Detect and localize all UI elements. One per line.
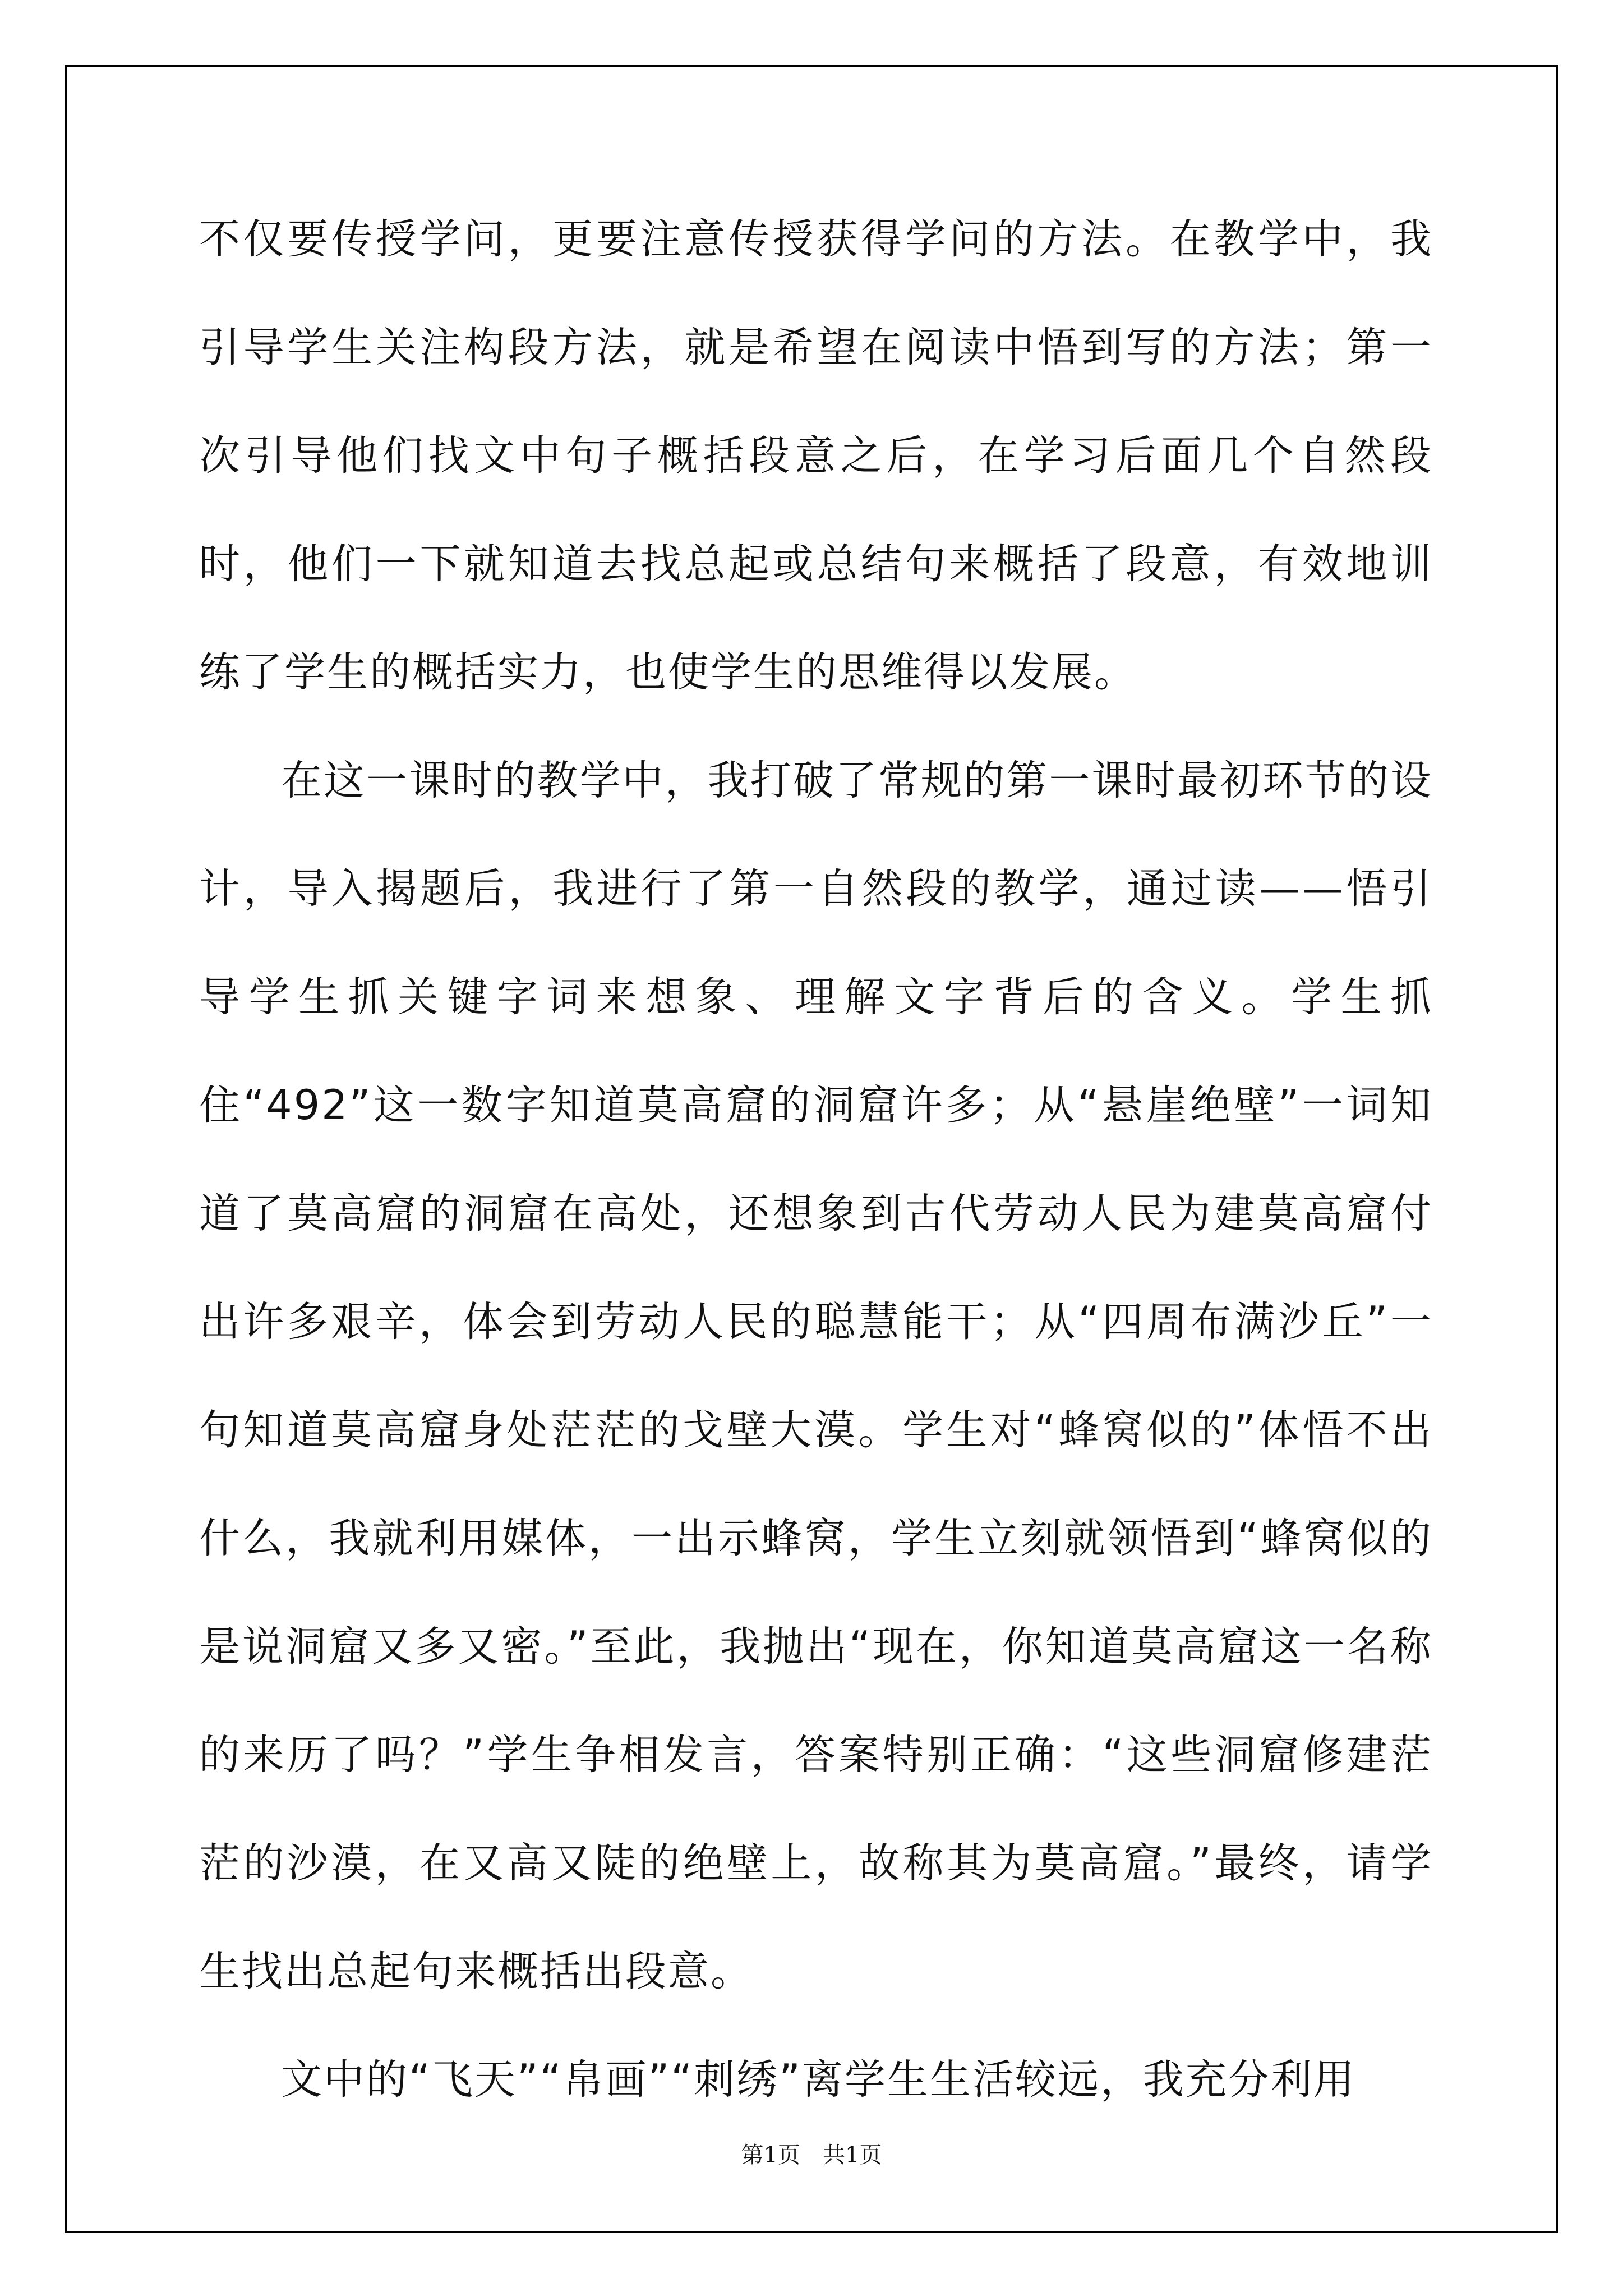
paragraph-1: 不仅要传授学问，更要注意传授获得学问的方法。在教学中，我引导学生关注构段方法，就是希望在阅读中悟到写的方法；第一次引导他们找文中句子概括段意之后，在学习后面几个自然段时，他们一下就知道去找总起或总结句来概括了段意，有效地训练了学生的概括实力，也使学生的思维得以发展。 bbox=[199, 215, 1433, 696]
paragraph-2: 在这一课时的教学中，我打破了常规的第一课时最初环节的设计，导入揭题后，我进行了第一自然段的教学，通过读——悟引导学生抓关键字词来想象、理解文字背后的含义。学生抓住“492”这一数字知道莫高窟的洞窟许多；从“悬崖绝壁”一词知道了莫高窟的洞窟在高处，还想象到古代劳动人民为建莫高窟付出许多艰辛，体会到劳动人民的聪慧能干；从“四周布满沙丘”一句知道莫高窟身处茫茫的戈壁大漠。学生对“蜂窝似的”体悟不出什么，我就利用媒体，一出示蜂窝，学生立刻就领悟到“蜂窝似的是说洞窟又多又密。”至此，我抛出“现在，你知道莫高窟这一名称的来历了吗？”学生争相发言，答案特别正确：“这些洞窟修建茫茫的沙漠，在又高又陡的绝壁上，故称其为莫高窟。”最终，请学生找出总起句来概括出段意。 bbox=[199, 757, 1433, 1995]
page-number-current: 第1页 bbox=[741, 2142, 800, 2168]
document-body bbox=[199, 185, 1433, 2134]
page-footer bbox=[0, 2137, 1623, 2169]
page-number-total: 共1页 bbox=[823, 2142, 882, 2168]
paragraph-3: 文中的“飞天”“帛画”“刺绣”离学生生活较远，我充分利用 bbox=[281, 2056, 1356, 2104]
